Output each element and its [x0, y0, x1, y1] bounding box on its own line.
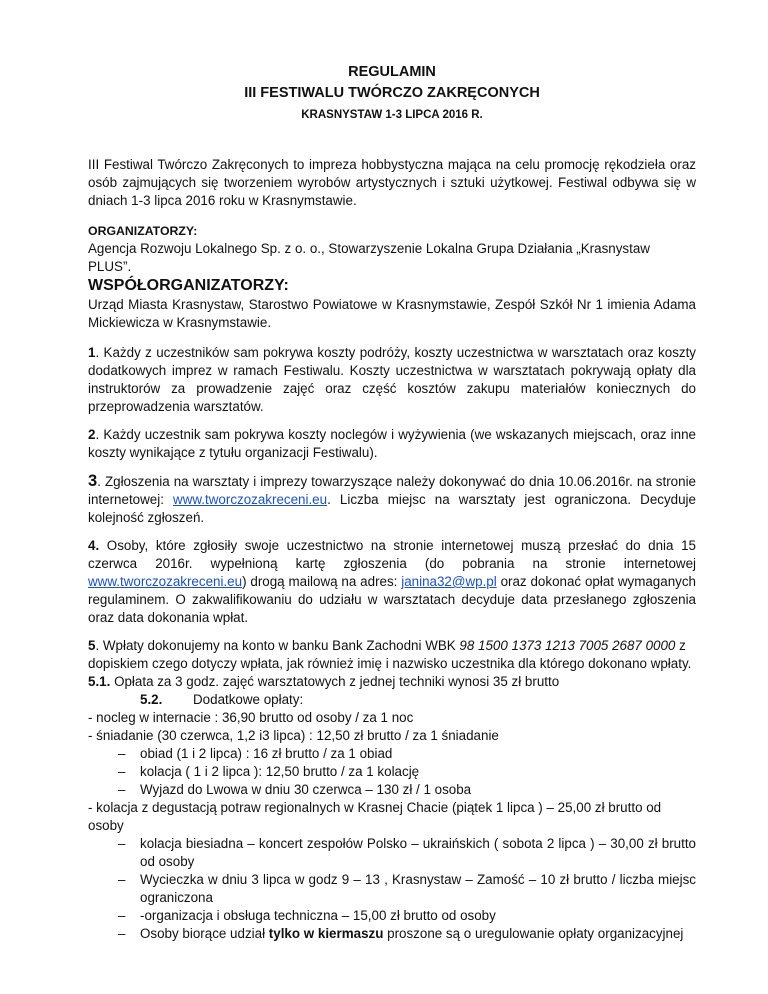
fee-lviv-trip-text: Wyjazd do Lwowa w dniu 30 czerwca – 130 zł / 1 osoba: [140, 782, 472, 797]
document-title: REGULAMIN: [348, 64, 436, 80]
fee-excursion: [88, 871, 696, 907]
fee-organization-text: -organizacja i obsługa techniczna – 15,00 zł brutto od osoby: [140, 908, 496, 923]
rule-1-text: . Każdy z uczestników sam pokrywa koszty podróży, koszty uczestnictwa w warsztatach oraz koszty dodatkowych imprez w ramach Festiwalu. Koszty uczestnictwa w warsztatach pokrywają opłaty dla instruktorów za prowadzenie zajęć oraz część kosztów zakupu materiałów koniecznych do przeprowadzenia warsztatów.: [88, 345, 696, 414]
list-dash: –: [118, 926, 126, 941]
coorganizers-text: Urząd Miasta Krasnystaw, Starostwo Powiatowe w Krasnymstawie, Zespół Szkół Nr 1 imienia Adama Mickiewicza w Krasnymstawie.: [88, 297, 696, 330]
rule-3-number: 3: [88, 472, 98, 490]
rule-5-number: 5: [88, 638, 96, 653]
email-link[interactable]: janina32@wp.pl: [401, 574, 497, 589]
rule-2-text: . Każdy uczestnik sam pokrywa koszty noclegów i wyżywienia (we wskazanych miejscach, oraz inne koszty wynikające z tytułu organizacji Festiwalu).: [88, 427, 696, 460]
list-dash: –: [118, 908, 126, 923]
festival-subtitle: KRASNYSTAW 1-3 LIPCA 2016 R.: [301, 109, 483, 121]
fee-fair-only-text-a: Osoby biorące udział: [140, 926, 269, 941]
coorganizers-heading: WSPÓŁORGANIZATORZY:: [88, 277, 289, 294]
organizers-text: Agencja Rozwoju Lokalnego Sp. z o. o., Stowarzyszenie Lokalna Grupa Działania „Krasnystaw PLUS”.: [88, 241, 650, 274]
fee-excursion-text: Wycieczka w dniu 3 lipca w godz 9 – 13 , Krasnystaw – Zamość – 10 zł brutto / liczba miejsc ograniczona: [140, 872, 696, 905]
fee-regional-dinner: - kolacja z degustacją potraw regionalnych w Krasnej Chacie (piątek 1 lipca ) – 25,00 zł brutto od osoby: [88, 800, 662, 833]
fee-lviv-trip: [88, 781, 696, 799]
rule-5-2-number: 5.2.: [140, 692, 163, 707]
rule-3: [88, 472, 696, 527]
fee-dinner: [88, 763, 696, 781]
fee-lunch-text: obiad (1 i 2 lipca) : 16 zł brutto / za 1 obiad: [140, 746, 393, 761]
fee-feast-dinner-text: kolacja biesiadna – koncert zespołów Polsko – ukraińskich ( sobota 2 lipca ) – 30,00 zł brutto od osoby: [140, 836, 696, 869]
list-dash: –: [118, 746, 126, 761]
list-dash: –: [118, 872, 126, 887]
fee-breakfast: - śniadanie (30 czerwca, 1,2 i3 lipca) : 12,50 zł brutto / za 1 śniadanie: [88, 728, 499, 743]
rule-4-text-b: ) drogą mailową na adres:: [242, 574, 402, 589]
rule-2-number: 2: [88, 427, 96, 442]
rule-1-number: 1: [88, 345, 96, 360]
organizers-heading: ORGANIZATORZY:: [88, 224, 198, 238]
rule-2: [88, 426, 696, 462]
fee-lunch: [88, 745, 696, 763]
fee-accommodation: - nocleg w internacie : 36,90 brutto od osoby / za 1 noc: [88, 710, 414, 725]
website-link[interactable]: www.tworczozakreceni.eu: [173, 492, 328, 507]
rule-4: [88, 537, 696, 627]
fee-fair-only-emphasis: tylko w kiermaszu: [268, 926, 384, 941]
website-link-2[interactable]: www.tworczozakreceni.eu: [88, 574, 243, 589]
rule-5-text-a: . Wpłaty dokonujemy na konto w banku Bank Zachodni WBK: [95, 638, 460, 653]
rule-5-1: [88, 673, 696, 691]
rule-5-text-b: z dopiskiem czego dotyczy wpłata, jak również imię i nazwisko uczestnika dla którego dokonano wpłaty.: [88, 638, 692, 671]
document-page: [88, 62, 696, 943]
bank-account-number: 98 1500 1373 1213 7005 2687 0000: [459, 638, 676, 653]
list-dash: –: [118, 764, 126, 779]
rule-5-1-number: 5.1.: [88, 674, 111, 689]
rule-4-text-c: oraz dokonać opłat wymaganych regulaminem. O zakwalifikowaniu do udziału w warsztatach decyduje data przesłanego zgłoszenia oraz data dokonania wpłat.: [88, 574, 696, 625]
rule-4-number: 4.: [88, 538, 100, 553]
rule-5-2: [88, 691, 696, 709]
fee-organization: [88, 907, 696, 925]
festival-title: III FESTIWALU TWÓRCZO ZAKRĘCONYCH: [244, 85, 540, 101]
rule-3-text-b: . Liczba miejsc na warsztaty jest ograniczona. Decyduje kolejność zgłoszeń.: [88, 492, 696, 525]
rule-1: [88, 344, 696, 416]
rule-5-1-text: Opłata za 3 godz. zajęć warsztatowych z jednej techniki wynosi 35 zł brutto: [110, 674, 560, 689]
fee-feast-dinner: [88, 835, 696, 871]
intro-paragraph: III Festiwal Twórczo Zakręconych to impreza hobbystyczna mająca na celu promocję rękodzieła oraz osób zajmujących się tworzeniem wyrobów artystycznych i sztuki użytkowej. Festiwal odbywa się w dniach 1-3 lipca 2016 roku w Krasnymstawie.: [88, 157, 696, 208]
rule-5-2-text: Dodatkowe opłaty:: [193, 692, 304, 707]
rule-5: [88, 637, 696, 673]
fee-fair-only: [88, 925, 696, 943]
rule-4-text-a: Osoby, które zgłosiły swoje uczestnictwo na stronie internetowej muszą przesłać do dnia 15 czerwca 2016r. wypełnioną kartę zgłoszenia (do pobrania na stronie internetowej: [88, 538, 696, 571]
list-dash: –: [118, 836, 126, 851]
fee-fair-only-text-b: proszone są o uregulowanie opłaty organizacyjnej: [383, 926, 684, 941]
list-dash: –: [118, 782, 126, 797]
fee-dinner-text: kolacja ( 1 i 2 lipca ): 12,50 brutto / za 1 kolację: [140, 764, 420, 779]
rule-3-text-a: . Zgłoszenia na warsztaty i imprezy towarzyszące należy dokonywać do dnia 10.06.2016r. na stronie internetowej:: [88, 474, 696, 507]
